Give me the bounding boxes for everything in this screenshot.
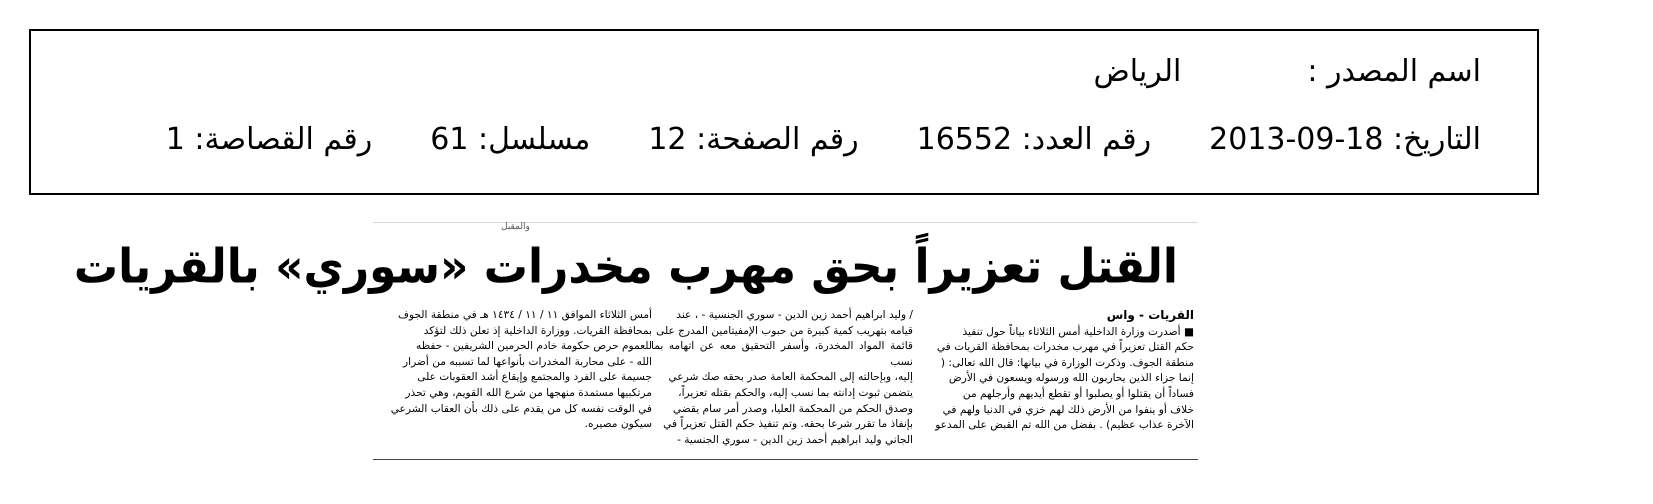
clip-label: رقم القصاصة:: [194, 122, 373, 157]
serial-value: 61: [430, 122, 469, 157]
clip-top-divider: [373, 222, 1198, 225]
source-label: اسم المصدر :: [1307, 54, 1481, 89]
source-metadata-box: [29, 29, 1539, 195]
article-column-2: / وليد ابراهيم أحمد زين الدين - سوري الجنسية - ، عند قيامه بتهريب كمية كبيرة من حبوب الإمفيتامين المدرج على قائمة المواد المخدرة، وأسفر التحقيق معه عن اتهامه بما نسب إليه، وبإحالته إلى المحكمة العامة صدر بحقه صك شرعي يتضمن ثبوت إدانته بما نسب إليه، والحكم بقتله تعزيراً، وصدق الحكم من المحكمة العليا، وصدر أمر سام يقضي بإنفاذ ما تقرر شرعا بحقه. وتم تنفيذ حكم القتل تعزيراً في الجاني وليد ابراهيم أحمد زين الدين - سوري الجنسية -: [651, 309, 913, 446]
clip-corner-fragment: والمقبل: [501, 222, 530, 232]
newspaper-clipping: [73, 222, 1198, 460]
issue-value: 16552: [916, 122, 1013, 157]
article-byline: القريات - واس: [1106, 308, 1194, 322]
date-label: التاريخ:: [1393, 122, 1481, 157]
article-column-1: [932, 308, 1194, 434]
clip-field: [166, 123, 372, 157]
issue-field: [917, 123, 1151, 157]
source-value: الرياض: [1093, 54, 1182, 89]
article-headline: القتل تعزيراً بحق مهرب مخدرات «سوري» بالقريات: [73, 239, 1178, 295]
page-label: رقم الصفحة:: [696, 122, 859, 157]
serial-field: [430, 123, 590, 157]
source-row: [1094, 55, 1481, 89]
article-column-3: أمس الثلاثاء الموافق ١١ / ١١ / ١٤٣٤ هـ في منطقة الجوف بمحافظة القريات. ووزارة الداخلية إذ تعلن ذلك لتؤكد للعموم حرص حكومة خادم الحرمين الشريفين - حفظه الله - على محاربة المخدرات بأنواعها لما تسببه من أضرار جسيمة على الفرد والمجتمع وإيقاع أشد العقوبات على مرتكبيها مستمدة منهجها من شرع الله القويم، وهي تحذر في الوقت نفسه كل من يقدم على ذلك بأن العقاب الشرعي سيكون مصيره.: [390, 309, 652, 431]
page-field: [648, 123, 858, 157]
clip-bottom-divider: [373, 459, 1198, 460]
serial-label: مسلسل:: [477, 122, 591, 157]
date-field: [1209, 123, 1481, 157]
clip-value: 1: [165, 122, 185, 157]
date-value: 2013-09-18: [1209, 122, 1384, 157]
article-column-1-text: ■ أصدرت وزارة الداخلية أمس الثلاثاء بياناً حول تنفيذ حكم القتل تعزيراً في مهرب مخدرات بمحافظة القريات في منطقة الجوف. وذكرت الوزارة في بيانها: قال الله تعالى: ( إنما جزاء الذين يحاربون الله ورسوله ويسعون في الأرض فساداً أن يقتلوا أو يصلبوا أو تقطع أيديهم وأرجلهم من خلاف أو ينفوا من الأرض ذلك لهم خزي في الدنيا ولهم في الآخرة عذاب عظيم) . بفضل من الله تم القبض على المدعو: [935, 325, 1194, 432]
page-value: 12: [648, 122, 687, 157]
article-body: [373, 308, 1198, 456]
issue-label: رقم العدد:: [1021, 122, 1152, 157]
details-row: [166, 123, 1481, 157]
